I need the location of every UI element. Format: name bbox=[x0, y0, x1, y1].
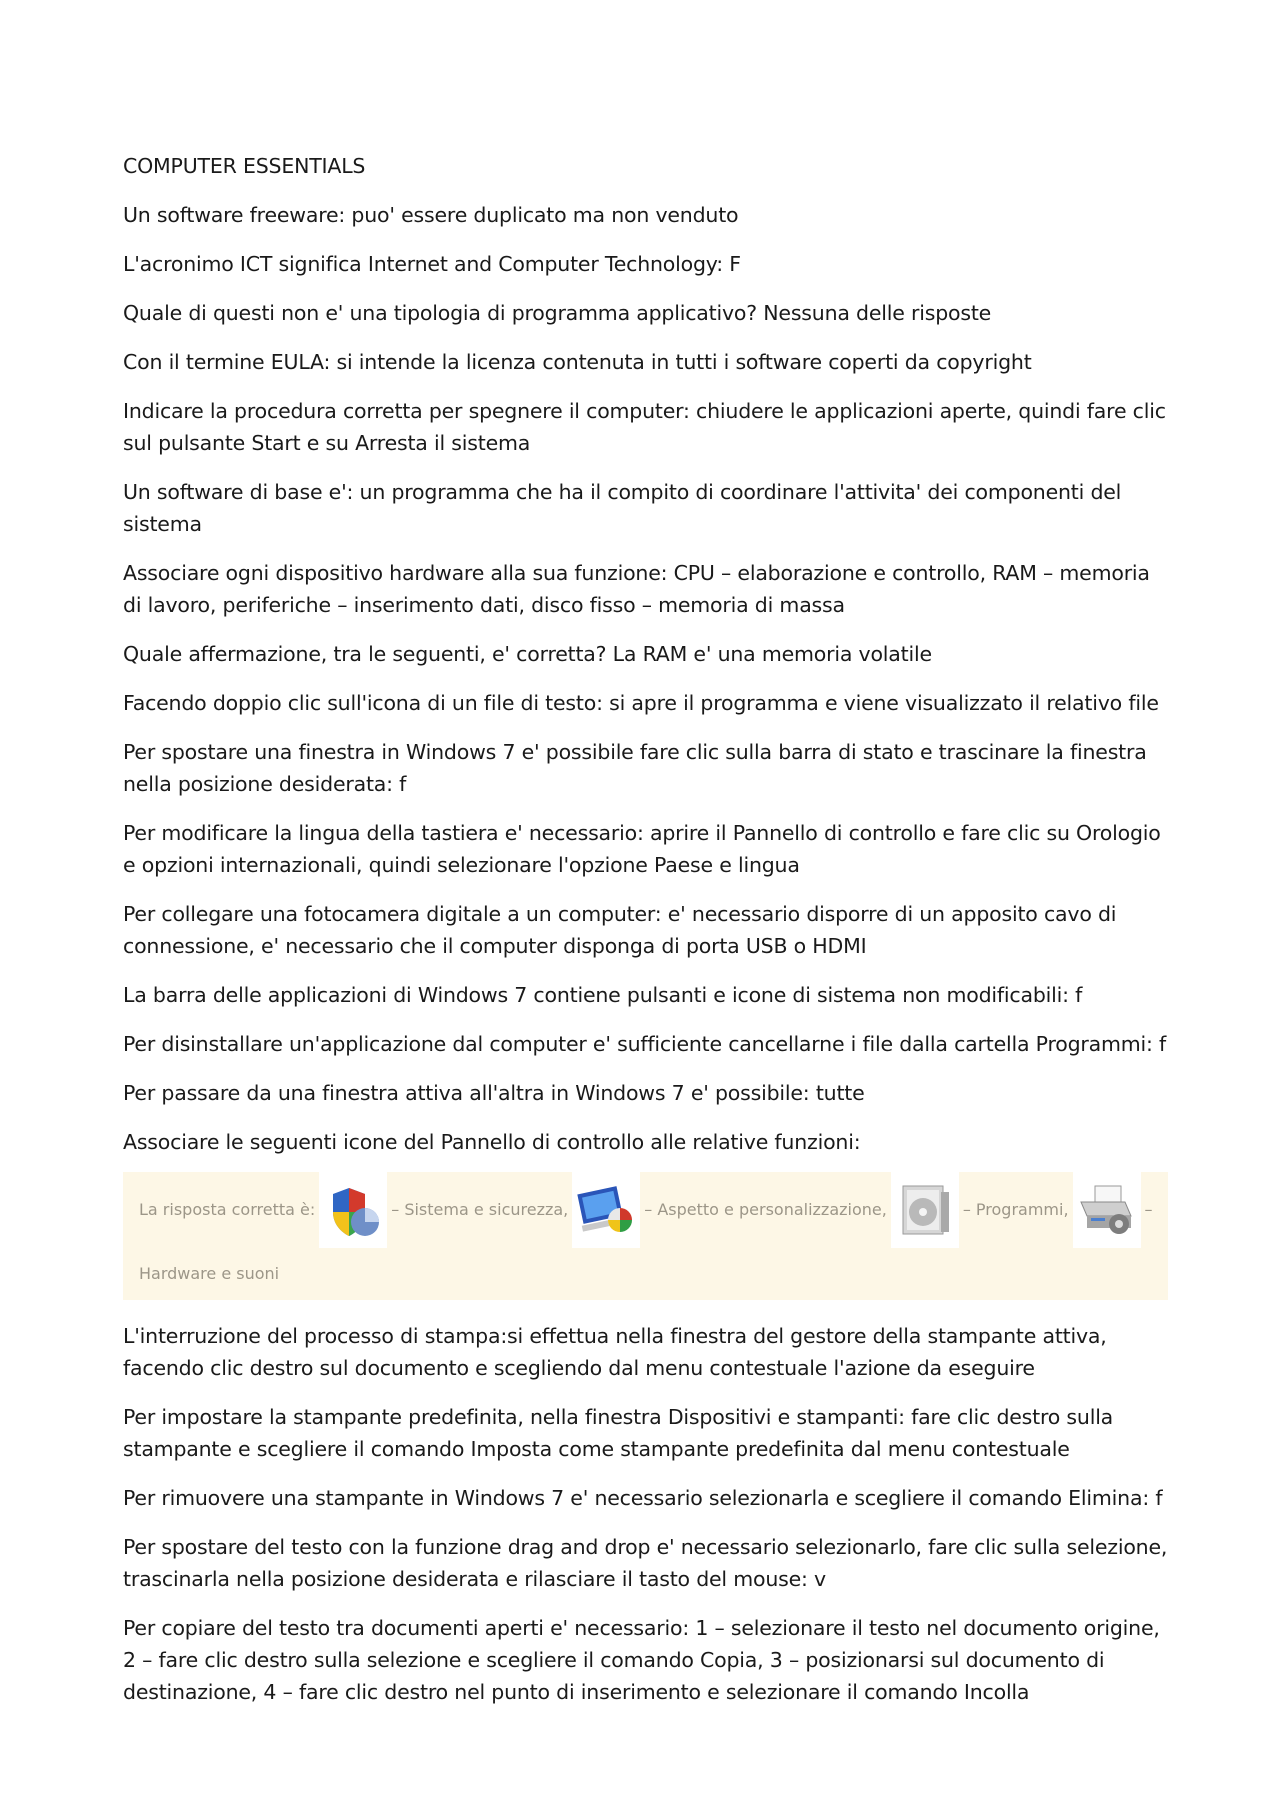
printer-icon bbox=[1073, 1172, 1141, 1248]
paragraph: Per spostare una finestra in Windows 7 e' possibile fare clic sulla barra di stato e trascinare la finestra nella posizione desiderata: f bbox=[123, 740, 1147, 796]
programs-disc-icon bbox=[891, 1172, 959, 1248]
paragraph: Un software di base e': un programma che ha il compito di coordinare l'attivita' dei componenti del sistema bbox=[123, 480, 1122, 536]
paragraph: Per impostare la stampante predefinita, nella finestra Dispositivi e stampanti: fare clic destro sulla stampante e scegliere il comando Imposta come stampante predefinita dal menu contestuale bbox=[123, 1405, 1114, 1461]
answer-label: – Aspetto e personalizzazione, bbox=[644, 1200, 887, 1219]
paragraph: Per spostare del testo con la funzione drag and drop e' necessario selezionarlo, fare clic sulla selezione, trascinarla nella posizione desiderata e rilasciare il tasto del mouse: v bbox=[123, 1535, 1168, 1591]
paragraph: Quale di questi non e' una tipologia di programma applicativo? Nessuna delle risposte bbox=[123, 301, 992, 325]
paragraph: Per copiare del testo tra documenti aperti e' necessario: 1 – selezionare il testo nel documento origine, 2 – fare clic destro sulla selezione e scegliere il comando Copia, 3 – posizionarsi sul documento di destinazione, 4 – fare clic destro nel punto di inserimento e selezionare il comando Incolla bbox=[123, 1616, 1160, 1704]
paragraph: Quale affermazione, tra le seguenti, e' corretta? La RAM e' una memoria volatile bbox=[123, 642, 932, 666]
paragraph: Per modificare la lingua della tastiera e' necessario: aprire il Pannello di controllo e fare clic su Orologio e opzioni internazionali, quindi selezionare l'opzione Paese e lingua bbox=[123, 821, 1161, 877]
paragraph: Per collegare una fotocamera digitale a un computer: e' necessario disporre di un apposito cavo di connessione, e' necessario che il computer disponga di porta USB o HDMI bbox=[123, 902, 1117, 958]
answer-label: – Programmi, bbox=[962, 1200, 1069, 1219]
answer-box bbox=[123, 1172, 1168, 1300]
answer-intro: La risposta corretta è: bbox=[139, 1200, 316, 1219]
paragraph: Un software freeware: puo' essere duplicato ma non venduto bbox=[123, 203, 739, 227]
paragraph: Con il termine EULA: si intende la licenza contenuta in tutti i software coperti da copyright bbox=[123, 350, 1032, 374]
paragraph: L'interruzione del processo di stampa:si effettua nella finestra del gestore della stampante attiva, facendo clic destro sul documento e scegliendo dal menu contestuale l'azione da eseguire bbox=[123, 1324, 1107, 1380]
paragraph: La barra delle applicazioni di Windows 7 contiene pulsanti e icone di sistema non modificabili: f bbox=[123, 983, 1083, 1007]
document-title: COMPUTER ESSENTIALS bbox=[123, 154, 366, 178]
answer-last-line: Hardware e suoni bbox=[139, 1264, 280, 1283]
appearance-monitor-icon bbox=[572, 1172, 640, 1248]
security-shield-icon bbox=[319, 1172, 387, 1248]
answer-label: – bbox=[1144, 1200, 1153, 1219]
paragraph: Facendo doppio clic sull'icona di un file di testo: si apre il programma e viene visualizzato il relativo file bbox=[123, 691, 1159, 715]
paragraph: Per rimuovere una stampante in Windows 7 e' necessario selezionarla e scegliere il comando Elimina: f bbox=[123, 1486, 1163, 1510]
document-page bbox=[123, 150, 1168, 1725]
paragraph: Per disinstallare un'applicazione dal computer e' sufficiente cancellarne i file dalla cartella Programmi: f bbox=[123, 1032, 1167, 1056]
paragraph: Associare ogni dispositivo hardware alla sua funzione: CPU – elaborazione e controllo, RAM – memoria di lavoro, periferiche – inserimento dati, disco fisso – memoria di massa bbox=[123, 561, 1150, 617]
answer-label: – Sistema e sicurezza, bbox=[391, 1200, 569, 1219]
paragraph: Indicare la procedura corretta per spegnere il computer: chiudere le applicazioni aperte, quindi fare clic sul pulsante Start e su Arresta il sistema bbox=[123, 399, 1166, 455]
answer-row bbox=[139, 1172, 1154, 1248]
answer-row bbox=[139, 1248, 1154, 1300]
paragraph: Per passare da una finestra attiva all'altra in Windows 7 e' possibile: tutte bbox=[123, 1081, 865, 1105]
paragraph: L'acronimo ICT significa Internet and Computer Technology: F bbox=[123, 252, 741, 276]
paragraph: Associare le seguenti icone del Pannello di controllo alle relative funzioni: bbox=[123, 1130, 861, 1154]
